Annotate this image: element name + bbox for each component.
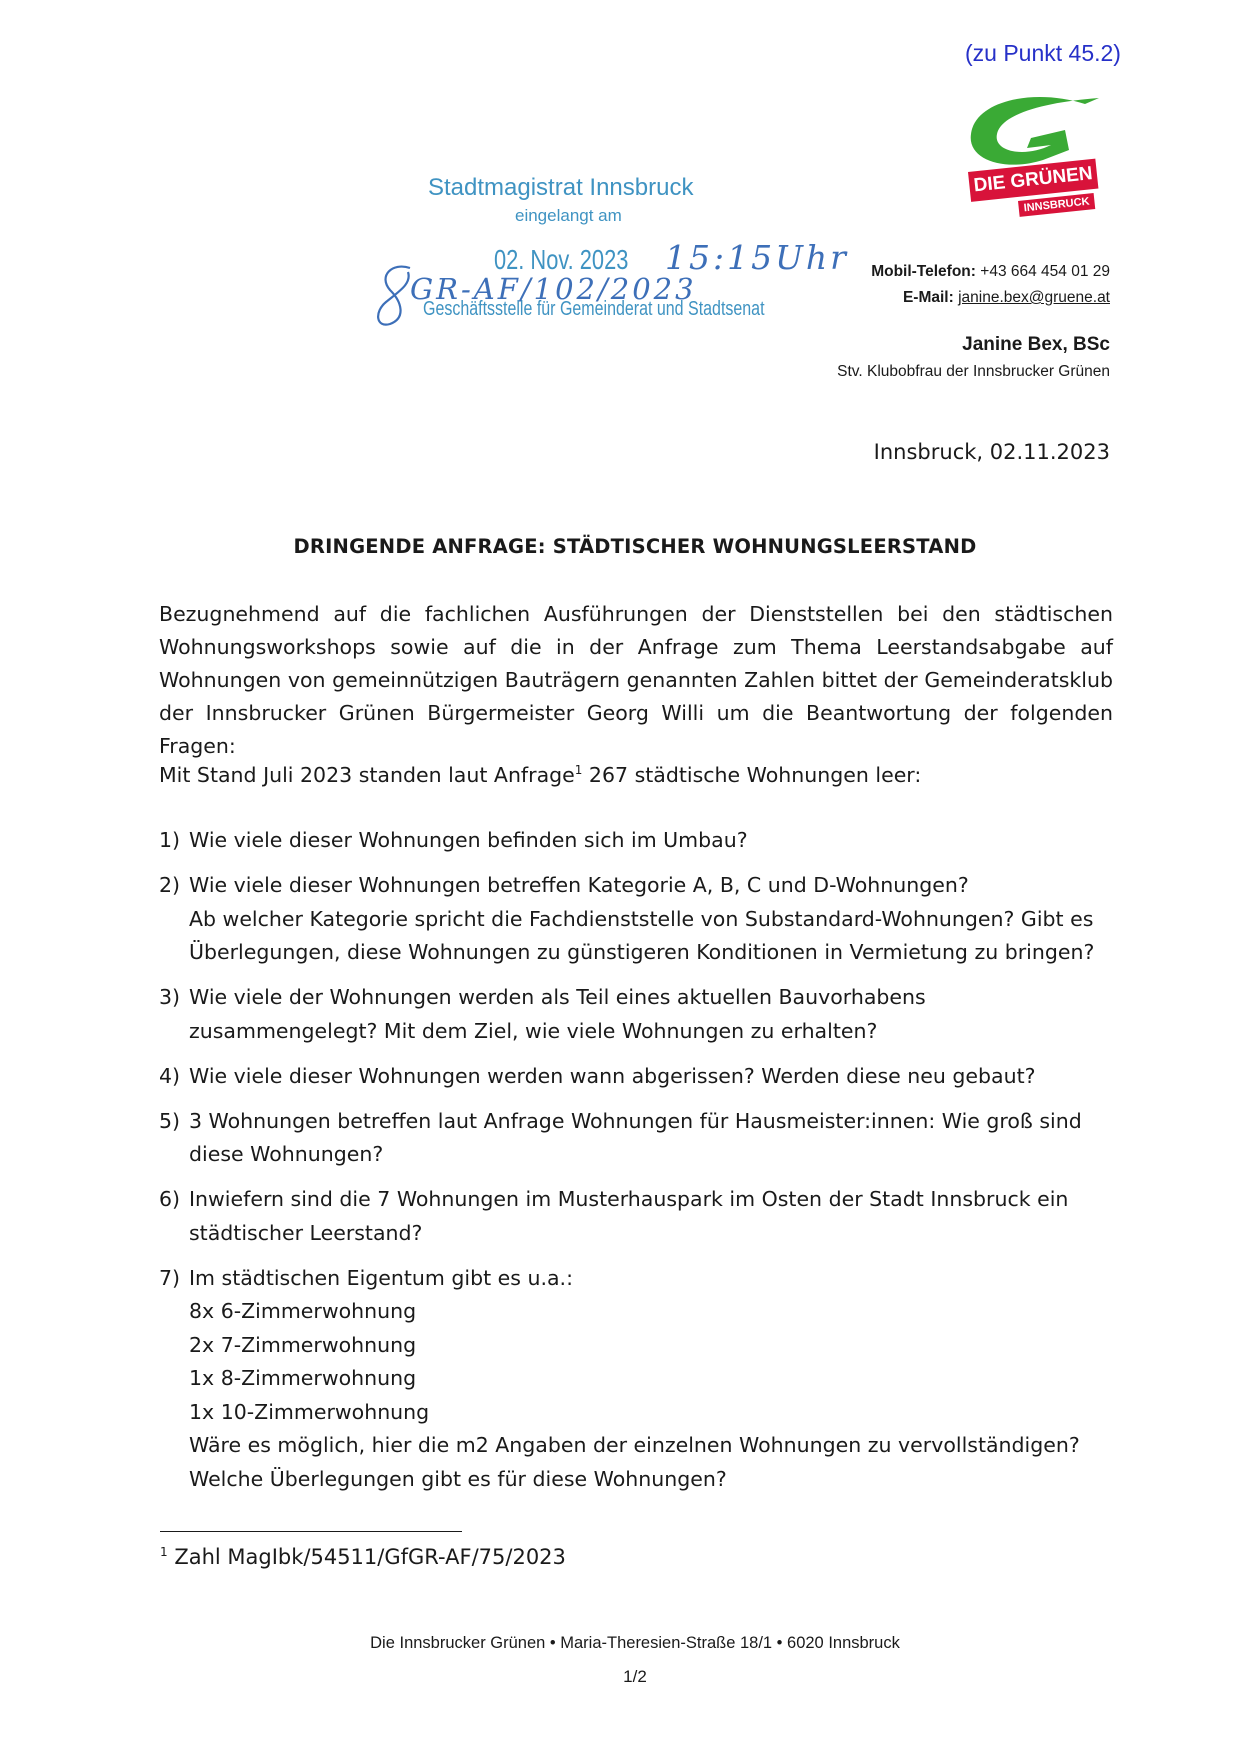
- author-role: Stv. Klubobfrau der Innsbrucker Grünen: [837, 363, 1110, 380]
- phone-number: +43 664 454 01 29: [980, 263, 1110, 280]
- footnote: [160, 1545, 566, 1569]
- stamp-department: Geschäftsstelle für Gemeinderat und Stadtsenat: [423, 298, 765, 320]
- intro-paragraph: Bezugnehmend auf die fachlichen Ausführungen der Dienststellen bei den städtischen Wohnungsworkshops sowie auf die in der Anfrage zum Thema Leerstandsabgabe auf Wohnungen von gemeinnützigen Bauträgern genannten Zahlen bittet der Gemeinderatsklub der Innsbrucker Grünen Bürgermeister Georg Willi um die Beantwortung der folgenden Fragen:: [159, 602, 1113, 758]
- question-item: [159, 1183, 1119, 1250]
- lead-sentence: [159, 763, 921, 787]
- author-name: Janine Bex, BSc: [962, 334, 1110, 355]
- question-text: Wie viele dieser Wohnungen betreffen Kategorie A, B, C und D-Wohnungen?: [189, 873, 969, 897]
- question-text: Inwiefern sind die 7 Wohnungen im Musterhauspark im Osten der Stadt Innsbruck ein städtischer Leerstand?: [189, 1187, 1069, 1245]
- question-text: Wäre es möglich, hier die m2 Angaben der einzelnen Wohnungen zu vervollständigen?: [189, 1433, 1080, 1457]
- question-number: 6): [159, 1187, 181, 1211]
- lead-text-after: 267 städtische Wohnungen leer:: [582, 763, 922, 787]
- handwritten-time: 15:15Uhr: [665, 238, 849, 277]
- place-date: Innsbruck, 02.11.2023: [873, 440, 1110, 464]
- question-item: [159, 1262, 1119, 1497]
- email-link[interactable]: janine.bex@gruene.at: [958, 289, 1110, 306]
- page-number: 1/2: [623, 1667, 647, 1686]
- question-text: Welche Überlegungen gibt es für diese Wohnungen?: [189, 1466, 727, 1491]
- question-item: [159, 1060, 1119, 1094]
- lead-text-before: Mit Stand Juli 2023 standen laut Anfrage: [159, 763, 575, 787]
- question-number: 2): [159, 873, 181, 897]
- agenda-reference: (zu Punkt 45.2): [965, 40, 1121, 66]
- question-number: 7): [159, 1265, 181, 1290]
- question-text: 3 Wohnungen betreffen laut Anfrage Wohnungen für Hausmeister:innen: Wie groß sind diese Wohnungen?: [189, 1108, 1082, 1166]
- contact-block: Mobil-Telefon: +43 664 454 01 29 E-Mail: janine.bex@gruene.at: [871, 263, 1110, 306]
- question-item: [159, 1105, 1119, 1172]
- question-text: 1x 8-Zimmerwohnung: [189, 1366, 417, 1390]
- document-title: DRINGENDE ANFRAGE: STÄDTISCHER WOHNUNGSLEERSTAND: [293, 535, 977, 558]
- question-item: [159, 869, 1119, 970]
- handwritten-reference: GR-AF/102/2023: [410, 272, 697, 306]
- footnote-divider: [160, 1531, 462, 1532]
- question-text: Wie viele dieser Wohnungen befinden sich im Umbau?: [189, 828, 748, 852]
- question-number: 3): [159, 985, 181, 1009]
- question-text: Wie viele der Wohnungen werden als Teil eines aktuellen Bauvorhabens zusammengelegt? Mit dem Ziel, wie viele Wohnungen zu erhalten?: [189, 985, 926, 1043]
- question-number: 1): [159, 828, 181, 852]
- question-number: 5): [159, 1108, 181, 1133]
- question-text: 2x 7-Zimmerwohnung: [189, 1332, 417, 1357]
- stamp-date: 02. Nov. 2023: [494, 244, 629, 275]
- handwritten-initial-icon: [372, 262, 420, 332]
- question-text: Wie viele dieser Wohnungen werden wann abgerissen? Werden diese neu gebaut?: [189, 1063, 1036, 1088]
- email-label: E-Mail:: [902, 289, 954, 306]
- stamp-received-label: eingelangt am: [515, 206, 622, 225]
- logo-city-name: INNSBRUCK: [1018, 193, 1095, 217]
- question-text: 1x 10-Zimmerwohnung: [189, 1399, 430, 1424]
- logo-banner: [968, 163, 1096, 222]
- author-block: [760, 330, 1110, 384]
- phone-label: Mobil-Telefon: [871, 263, 971, 280]
- question-text: Ab welcher Kategorie spricht die Fachdienststelle von Substandard-Wohnungen? Gibt es Überlegungen, diese Wohnungen zu günstigeren Konditionen in Vermietung zu bringen?: [189, 906, 1095, 964]
- question-item: [159, 824, 1119, 858]
- question-item: [159, 981, 1119, 1048]
- footnote-number: 1: [160, 1545, 168, 1559]
- question-number: 4): [159, 1063, 181, 1088]
- question-list: [159, 824, 1119, 1508]
- question-text: 8x 6-Zimmerwohnung: [189, 1299, 417, 1323]
- footer-address: Die Innsbrucker Grünen • Maria-Theresien-Straße 18/1 • 6020 Innsbruck: [370, 1634, 900, 1652]
- footnote-marker: 1: [574, 763, 583, 778]
- logo-party-name: DIE GRÜNEN: [968, 159, 1098, 202]
- footnote-text: Zahl MagIbk/54511/GfGR-AF/75/2023: [167, 1545, 566, 1569]
- stamp-organization: Stadtmagistrat Innsbruck: [428, 174, 694, 201]
- question-text: Im städtischen Eigentum gibt es u.a.:: [189, 1265, 573, 1290]
